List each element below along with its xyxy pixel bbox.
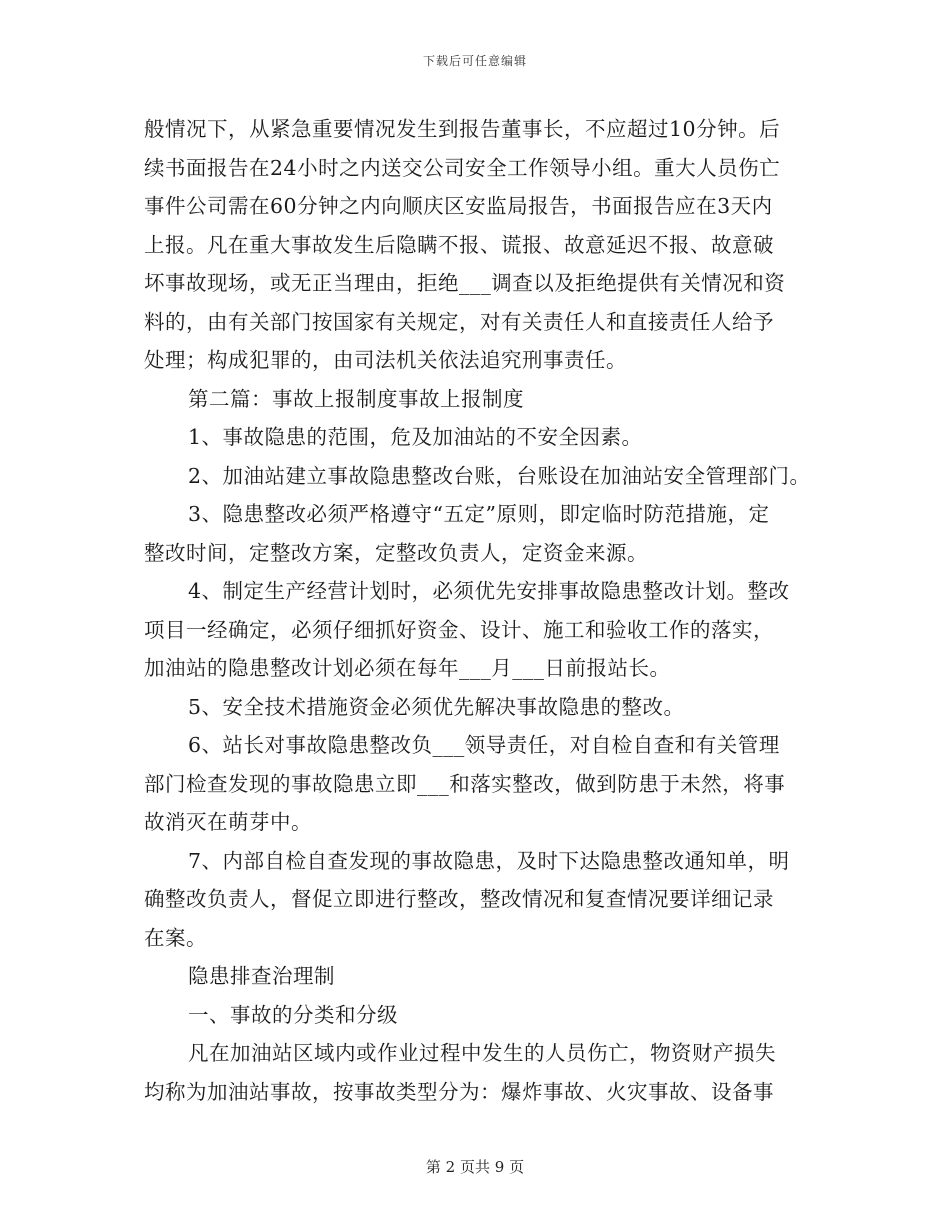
text-line: 2、加油站建立事故隐患整改台账，台账设在加油站安全管理部门。 [188,463,811,488]
text-line: 整改时间，定整改方案，定整改负责人，定资金来源。 [144,540,648,565]
text-line: 处理；构成犯罪的，由司法机关依法追究刑事责任。 [144,348,627,372]
text-line: 7、内部自检自查发现的事故隐患，及时下达隐患整改通知单，明 [188,848,790,873]
text-line: 4、制定生产经营计划时，必须优先安排事故隐患整改计划。整改 [188,579,790,603]
text-line: 6、站长对事故隐患整改负___领导责任，对自检自查和有关管理 [188,733,780,757]
text-line: 确整改负责人，督促立即进行整改，整改情况和复查情况要详细记录 [144,887,774,911]
text-line: 3、隐患整改必须严格遵守“五定”原则，即定临时防范措施，定 [188,502,770,526]
text-line: 上报。凡在重大事故发生后隐瞒不报、谎报、故意延迟不报、故意破 [144,232,774,257]
text-line: 第二篇：事故上报制度事故上报制度 [188,386,524,411]
text-line: 故消灭在萌芽中。 [144,810,312,834]
text-line: 均称为加油站事故，按事故类型分为：爆炸事故、火灾事故、设备事 [144,1079,774,1104]
page-header: 下载后可任意编辑 [422,54,527,68]
text-line: 在案。 [144,925,207,950]
text-line: 一、事故的分类和分级 [188,1002,398,1027]
text-line: 隐患排查治理制 [188,964,335,988]
text-line: 部门检查发现的事故隐患立即___和落实整改，做到防患于未然，将事 [144,771,786,796]
text-line: 坏事故现场，或无正当理由，拒绝___调查以及拒绝提供有关情况和资 [144,271,786,295]
text-line: 项目一经确定，必须仔细抓好资金、设计、施工和验收工作的落实， [144,617,774,642]
text-line: 事件公司需在60分钟之内向顺庆区安监局报告，书面报告应在3天内 [144,194,773,218]
text-line: 5、安全技术措施资金必须优先解决事故隐患的整改。 [188,694,685,719]
page-footer: 第 2 页共 9 页 [425,1158,525,1176]
text-line: 1、事故隐患的范围，危及加油站的不安全因素。 [188,425,643,449]
document-body [144,110,824,1111]
text-line: 般情况下，从紧急重要情况发生到报告董事长，不应超过10分钟。后 [144,117,781,141]
text-line: 凡在加油站区域内或作业过程中发生的人员伤亡，物资财产损失 [188,1041,776,1065]
text-line: 加油站的隐患整改计划必须在每年___月___日前报站长。 [144,656,671,680]
text-line: 续书面报告在24小时之内送交公司安全工作领导小组。重大人员伤亡 [144,155,781,180]
text-line: 料的，由有关部门按国家有关规定，对有关责任人和直接责任人给予 [144,309,774,334]
